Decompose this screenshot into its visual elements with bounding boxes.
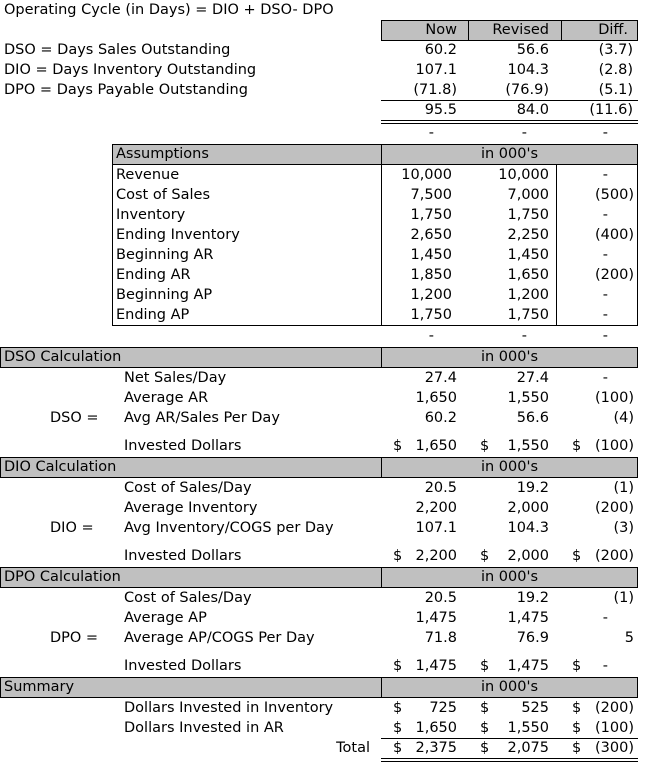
double-underline	[381, 120, 638, 121]
assumption-now: 1,450	[410, 247, 452, 263]
header-now: Now	[425, 22, 457, 38]
dpo-value-now: 20.5	[424, 590, 457, 606]
summary-revised: 525	[521, 700, 549, 716]
assumption-label: Inventory	[116, 207, 186, 223]
summary-total-label: Total	[336, 740, 370, 756]
border	[112, 325, 638, 326]
divider	[556, 164, 557, 326]
dpo-value-revised: 76.9	[516, 630, 549, 646]
dso-value-diff: (100)	[595, 390, 634, 406]
row-label: DSO = Days Sales Outstanding	[4, 42, 231, 58]
currency-symbol: $	[393, 548, 403, 564]
dpo-row-label: Cost of Sales/Day	[124, 590, 252, 606]
assumption-diff: -	[602, 247, 608, 263]
value-diff: (3.7)	[598, 42, 633, 58]
assumption-label: Revenue	[116, 167, 180, 183]
assumption-label: Ending AP	[116, 307, 190, 323]
dio-invested-now: 2,200	[415, 548, 457, 564]
dio-invested-label: Invested Dollars	[124, 548, 242, 564]
summary-total-revised: 2,075	[507, 740, 549, 756]
units-label: in 000's	[480, 146, 539, 162]
dio-value-now: 107.1	[415, 520, 457, 536]
assumption-diff: -	[602, 287, 608, 303]
header-diff: Diff.	[598, 22, 628, 38]
total-double-underline	[381, 758, 638, 759]
assumption-now: 1,750	[410, 207, 452, 223]
dpo-invested-diff: -	[602, 658, 608, 674]
summary-now: 1,650	[415, 720, 457, 736]
currency-symbol: $	[572, 720, 582, 736]
assumption-revised: 1,750	[507, 207, 549, 223]
units-label: in 000's	[480, 569, 539, 585]
assumption-diff: (500)	[595, 187, 634, 203]
dso-row-label: Net Sales/Day	[124, 370, 227, 386]
assumption-now: 2,650	[410, 227, 452, 243]
dash: -	[428, 328, 434, 344]
assumption-label: Cost of Sales	[116, 187, 211, 203]
dio-value-revised: 19.2	[516, 480, 549, 496]
assumption-revised: 1,450	[507, 247, 549, 263]
summary-row-label: Dollars Invested in Inventory	[124, 700, 334, 716]
dio-value-revised: 2,000	[507, 500, 549, 516]
units-label: in 000's	[480, 679, 539, 695]
summary-diff: (200)	[595, 700, 634, 716]
currency-symbol: $	[480, 720, 490, 736]
assumption-diff: (200)	[595, 267, 634, 283]
border	[637, 164, 638, 326]
dso-invested-now: 1,650	[415, 438, 457, 454]
assumption-label: Beginning AP	[116, 287, 213, 303]
dso-invested-diff: (100)	[595, 438, 634, 454]
dash: -	[521, 125, 527, 141]
dash: -	[428, 125, 434, 141]
assumption-diff: (400)	[595, 227, 634, 243]
dpo-value-diff: (1)	[613, 590, 634, 606]
summary-row-label: Dollars Invested in AR	[124, 720, 284, 736]
currency-symbol: $	[480, 438, 490, 454]
summary-total-now: 2,375	[415, 740, 457, 756]
assumption-label: Beginning AR	[116, 247, 214, 263]
total-now: 95.5	[424, 102, 457, 118]
dso-value-diff: -	[602, 370, 608, 386]
dso-value-now: 27.4	[424, 370, 457, 386]
value-revised: (76.9)	[505, 82, 549, 98]
dso-value-now: 1,650	[415, 390, 457, 406]
units-label: in 000's	[480, 349, 539, 365]
dpo-invested-now: 1,475	[415, 658, 457, 674]
currency-symbol: $	[480, 548, 490, 564]
summary-diff: (100)	[595, 720, 634, 736]
dso-invested-label: Invested Dollars	[124, 438, 242, 454]
assumption-revised: 1,650	[507, 267, 549, 283]
dpo-value-revised: 19.2	[516, 590, 549, 606]
dso-value-revised: 56.6	[516, 410, 549, 426]
dso-value-diff: (4)	[613, 410, 634, 426]
value-now: 107.1	[415, 62, 457, 78]
dpo-value-diff: 5	[624, 630, 634, 646]
row-label: DPO = Days Payable Outstanding	[4, 82, 248, 98]
assumption-diff: -	[602, 207, 608, 223]
dio-equation-label: DIO =	[50, 520, 94, 536]
dso-value-revised: 27.4	[516, 370, 549, 386]
dio-invested-revised: 2,000	[507, 548, 549, 564]
units-label: in 000's	[480, 459, 539, 475]
dio-row-label: Average Inventory	[124, 500, 258, 516]
dio-value-diff: (3)	[613, 520, 634, 536]
total-double-underline	[381, 761, 638, 762]
dpo-equation-label: DPO =	[50, 630, 99, 646]
currency-symbol: $	[393, 740, 403, 756]
assumptions-title: Assumptions	[116, 146, 209, 162]
value-diff: (2.8)	[598, 62, 633, 78]
dio-invested-diff: (200)	[595, 548, 634, 564]
dio-value-now: 2,200	[415, 500, 457, 516]
value-revised: 56.6	[516, 42, 549, 58]
assumption-now: 1,850	[410, 267, 452, 283]
currency-symbol: $	[393, 720, 403, 736]
dio-value-revised: 104.3	[507, 520, 549, 536]
dpo-invested-label: Invested Dollars	[124, 658, 242, 674]
dash: -	[521, 328, 527, 344]
dio-title: DIO Calculation	[4, 459, 117, 475]
currency-symbol: $	[572, 658, 582, 674]
dio-row-label: Cost of Sales/Day	[124, 480, 252, 496]
dio-row-label: Avg Inventory/COGS per Day	[124, 520, 334, 536]
assumption-revised: 10,000	[498, 167, 549, 183]
dso-equation-label: DSO =	[50, 410, 99, 426]
summary-total-diff: (300)	[595, 740, 634, 756]
dso-row-label: Avg AR/Sales Per Day	[124, 410, 280, 426]
border	[112, 164, 113, 326]
assumption-label: Ending AR	[116, 267, 191, 283]
dpo-value-diff: -	[602, 610, 608, 626]
total-revised: 84.0	[516, 102, 549, 118]
row-label: DIO = Days Inventory Outstanding	[4, 62, 257, 78]
currency-symbol: $	[572, 740, 582, 756]
value-now: 60.2	[424, 42, 457, 58]
assumption-diff: -	[602, 307, 608, 323]
dso-invested-revised: 1,550	[507, 438, 549, 454]
dio-value-now: 20.5	[424, 480, 457, 496]
currency-symbol: $	[572, 700, 582, 716]
currency-symbol: $	[572, 438, 582, 454]
currency-symbol: $	[393, 658, 403, 674]
assumption-revised: 1,750	[507, 307, 549, 323]
assumption-revised: 7,000	[507, 187, 549, 203]
dso-row-label: Average AR	[124, 390, 209, 406]
value-revised: 104.3	[507, 62, 549, 78]
header-revised: Revised	[492, 22, 549, 38]
summary-title: Summary	[4, 679, 75, 695]
dso-title: DSO Calculation	[4, 349, 122, 365]
currency-symbol: $	[393, 700, 403, 716]
dso-value-revised: 1,550	[507, 390, 549, 406]
total-diff: (11.6)	[589, 102, 633, 118]
currency-symbol: $	[480, 658, 490, 674]
currency-symbol: $	[572, 548, 582, 564]
formula-title: Operating Cycle (in Days) = DIO + DSO- DPO	[4, 2, 334, 18]
dpo-row-label: Average AP	[124, 610, 207, 626]
dso-value-now: 60.2	[424, 410, 457, 426]
summary-now: 725	[429, 700, 457, 716]
dash: -	[602, 125, 608, 141]
assumption-revised: 2,250	[507, 227, 549, 243]
assumption-now: 10,000	[401, 167, 452, 183]
currency-symbol: $	[480, 700, 490, 716]
assumption-label: Ending Inventory	[116, 227, 240, 243]
dpo-title: DPO Calculation	[4, 569, 121, 585]
assumption-now: 7,500	[410, 187, 452, 203]
dpo-value-now: 1,475	[415, 610, 457, 626]
currency-symbol: $	[480, 740, 490, 756]
value-now: (71.8)	[413, 82, 457, 98]
assumption-revised: 1,200	[507, 287, 549, 303]
currency-symbol: $	[393, 438, 403, 454]
dash: -	[602, 328, 608, 344]
value-diff: (5.1)	[598, 82, 633, 98]
assumption-diff: -	[602, 167, 608, 183]
dio-value-diff: (200)	[595, 500, 634, 516]
dio-value-diff: (1)	[613, 480, 634, 496]
summary-revised: 1,550	[507, 720, 549, 736]
assumption-now: 1,750	[410, 307, 452, 323]
assumption-now: 1,200	[410, 287, 452, 303]
dpo-invested-revised: 1,475	[507, 658, 549, 674]
dpo-value-now: 71.8	[424, 630, 457, 646]
dpo-row-label: Average AP/COGS Per Day	[124, 630, 315, 646]
dpo-value-revised: 1,475	[507, 610, 549, 626]
